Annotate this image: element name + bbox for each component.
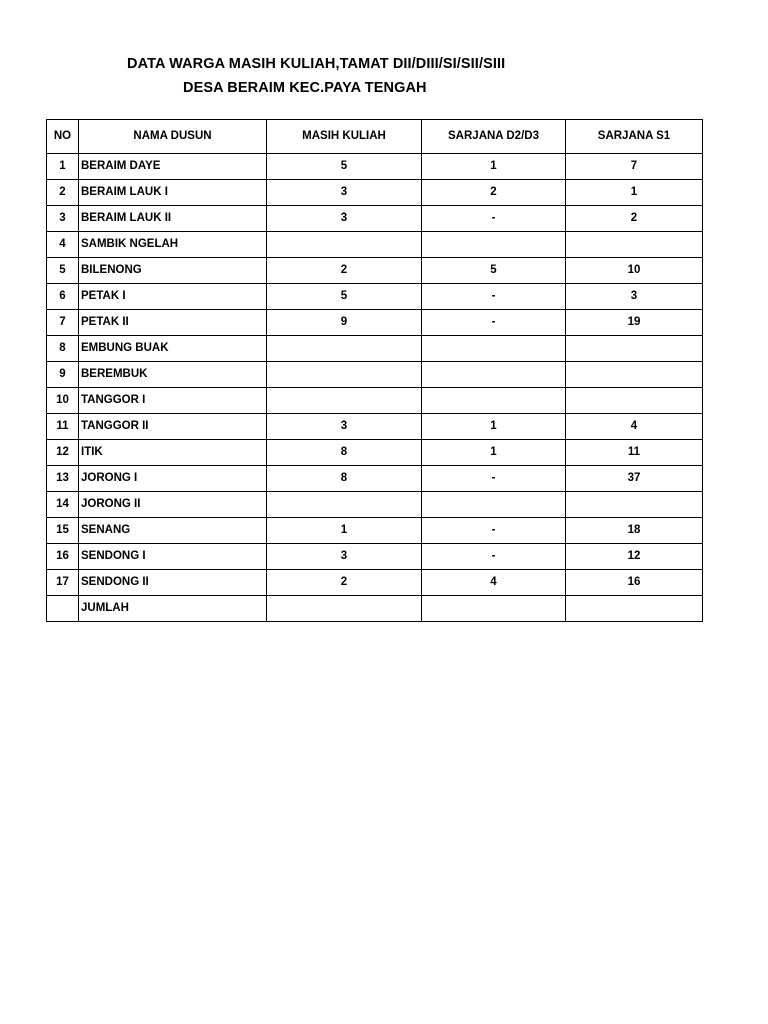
cell-sarjana-d2d3: - (422, 310, 566, 336)
cell-masih-kuliah: 3 (267, 544, 422, 570)
total-sarjana-s1 (566, 596, 703, 622)
cell-sarjana-d2d3: - (422, 518, 566, 544)
cell-sarjana-s1: 2 (566, 206, 703, 232)
cell-sarjana-s1: 16 (566, 570, 703, 596)
table-row (47, 492, 703, 518)
cell-masih-kuliah: 3 (267, 206, 422, 232)
cell-no: 10 (47, 388, 79, 414)
table-row (47, 518, 703, 544)
cell-sarjana-s1: 19 (566, 310, 703, 336)
document-title: DATA WARGA MASIH KULIAH,TAMAT DII/DIII/SI/SII/SIII (127, 56, 506, 72)
cell-masih-kuliah (267, 492, 422, 518)
table-row (47, 206, 703, 232)
cell-masih-kuliah: 3 (267, 180, 422, 206)
cell-sarjana-d2d3 (422, 492, 566, 518)
cell-masih-kuliah: 2 (267, 258, 422, 284)
cell-masih-kuliah: 9 (267, 310, 422, 336)
cell-nama-dusun: BERAIM DAYE (79, 154, 267, 180)
cell-sarjana-s1: 4 (566, 414, 703, 440)
table-row (47, 570, 703, 596)
cell-nama-dusun: SAMBIK NGELAH (79, 232, 267, 258)
cell-no: 9 (47, 362, 79, 388)
cell-sarjana-s1 (566, 492, 703, 518)
cell-no: 2 (47, 180, 79, 206)
cell-sarjana-s1 (566, 362, 703, 388)
cell-masih-kuliah: 1 (267, 518, 422, 544)
cell-sarjana-d2d3 (422, 362, 566, 388)
table-header (47, 120, 703, 154)
cell-nama-dusun: JORONG I (79, 466, 267, 492)
table-row (47, 466, 703, 492)
table-row (47, 388, 703, 414)
document-subtitle: DESA BERAIM KEC.PAYA TENGAH (183, 80, 427, 96)
cell-sarjana-d2d3 (422, 232, 566, 258)
cell-no: 14 (47, 492, 79, 518)
table-footer (47, 596, 703, 622)
table-row (47, 232, 703, 258)
total-masih-kuliah (267, 596, 422, 622)
cell-no: 17 (47, 570, 79, 596)
cell-nama-dusun: SENDONG I (79, 544, 267, 570)
cell-masih-kuliah: 8 (267, 466, 422, 492)
cell-no: 4 (47, 232, 79, 258)
cell-sarjana-s1: 12 (566, 544, 703, 570)
cell-no: 16 (47, 544, 79, 570)
cell-sarjana-s1: 11 (566, 440, 703, 466)
cell-masih-kuliah: 5 (267, 154, 422, 180)
table-row (47, 336, 703, 362)
header-nama-dusun: NAMA DUSUN (79, 120, 267, 154)
cell-nama-dusun: JORONG II (79, 492, 267, 518)
cell-masih-kuliah: 5 (267, 284, 422, 310)
cell-nama-dusun: TANGGOR I (79, 388, 267, 414)
cell-masih-kuliah: 3 (267, 414, 422, 440)
cell-sarjana-d2d3: - (422, 466, 566, 492)
table-row (47, 544, 703, 570)
cell-sarjana-s1: 7 (566, 154, 703, 180)
cell-sarjana-d2d3 (422, 336, 566, 362)
cell-sarjana-d2d3: - (422, 206, 566, 232)
cell-sarjana-s1 (566, 232, 703, 258)
cell-no: 11 (47, 414, 79, 440)
cell-nama-dusun: TANGGOR II (79, 414, 267, 440)
cell-masih-kuliah (267, 336, 422, 362)
cell-sarjana-d2d3 (422, 388, 566, 414)
cell-nama-dusun: BERAIM LAUK II (79, 206, 267, 232)
table-row (47, 440, 703, 466)
cell-sarjana-d2d3: - (422, 544, 566, 570)
total-label: JUMLAH (79, 596, 267, 622)
cell-nama-dusun: BEREMBUK (79, 362, 267, 388)
cell-no: 1 (47, 154, 79, 180)
cell-nama-dusun: EMBUNG BUAK (79, 336, 267, 362)
cell-sarjana-d2d3: 1 (422, 440, 566, 466)
cell-sarjana-s1: 3 (566, 284, 703, 310)
cell-masih-kuliah (267, 232, 422, 258)
table-row (47, 154, 703, 180)
header-row (47, 120, 703, 154)
cell-no: 15 (47, 518, 79, 544)
total-row (47, 596, 703, 622)
table-row (47, 414, 703, 440)
cell-masih-kuliah (267, 362, 422, 388)
header-sarjana-d2d3: SARJANA D2/D3 (422, 120, 566, 154)
cell-sarjana-s1 (566, 336, 703, 362)
table-row (47, 258, 703, 284)
cell-nama-dusun: BILENONG (79, 258, 267, 284)
cell-no: 8 (47, 336, 79, 362)
table-row (47, 180, 703, 206)
cell-sarjana-s1: 18 (566, 518, 703, 544)
cell-sarjana-s1: 37 (566, 466, 703, 492)
cell-sarjana-s1: 10 (566, 258, 703, 284)
cell-sarjana-s1: 1 (566, 180, 703, 206)
table-row (47, 310, 703, 336)
cell-no: 13 (47, 466, 79, 492)
cell-sarjana-s1 (566, 388, 703, 414)
cell-sarjana-d2d3: - (422, 284, 566, 310)
cell-nama-dusun: PETAK I (79, 284, 267, 310)
cell-nama-dusun: ITIK (79, 440, 267, 466)
table-row (47, 362, 703, 388)
cell-no: 12 (47, 440, 79, 466)
header-sarjana-s1: SARJANA S1 (566, 120, 703, 154)
cell-no: 6 (47, 284, 79, 310)
total-sarjana-d2d3 (422, 596, 566, 622)
total-no-cell (47, 596, 79, 622)
cell-no: 3 (47, 206, 79, 232)
header-no: NO (47, 120, 79, 154)
table-body (47, 154, 703, 596)
table-row (47, 284, 703, 310)
cell-masih-kuliah (267, 388, 422, 414)
cell-nama-dusun: SENDONG II (79, 570, 267, 596)
cell-sarjana-d2d3: 5 (422, 258, 566, 284)
header-masih-kuliah: MASIH KULIAH (267, 120, 422, 154)
cell-nama-dusun: SENANG (79, 518, 267, 544)
cell-no: 5 (47, 258, 79, 284)
cell-nama-dusun: PETAK II (79, 310, 267, 336)
cell-masih-kuliah: 8 (267, 440, 422, 466)
cell-nama-dusun: BERAIM LAUK I (79, 180, 267, 206)
cell-sarjana-d2d3: 2 (422, 180, 566, 206)
cell-masih-kuliah: 2 (267, 570, 422, 596)
cell-sarjana-d2d3: 1 (422, 414, 566, 440)
cell-sarjana-d2d3: 1 (422, 154, 566, 180)
data-table (46, 119, 703, 622)
cell-no: 7 (47, 310, 79, 336)
cell-sarjana-d2d3: 4 (422, 570, 566, 596)
